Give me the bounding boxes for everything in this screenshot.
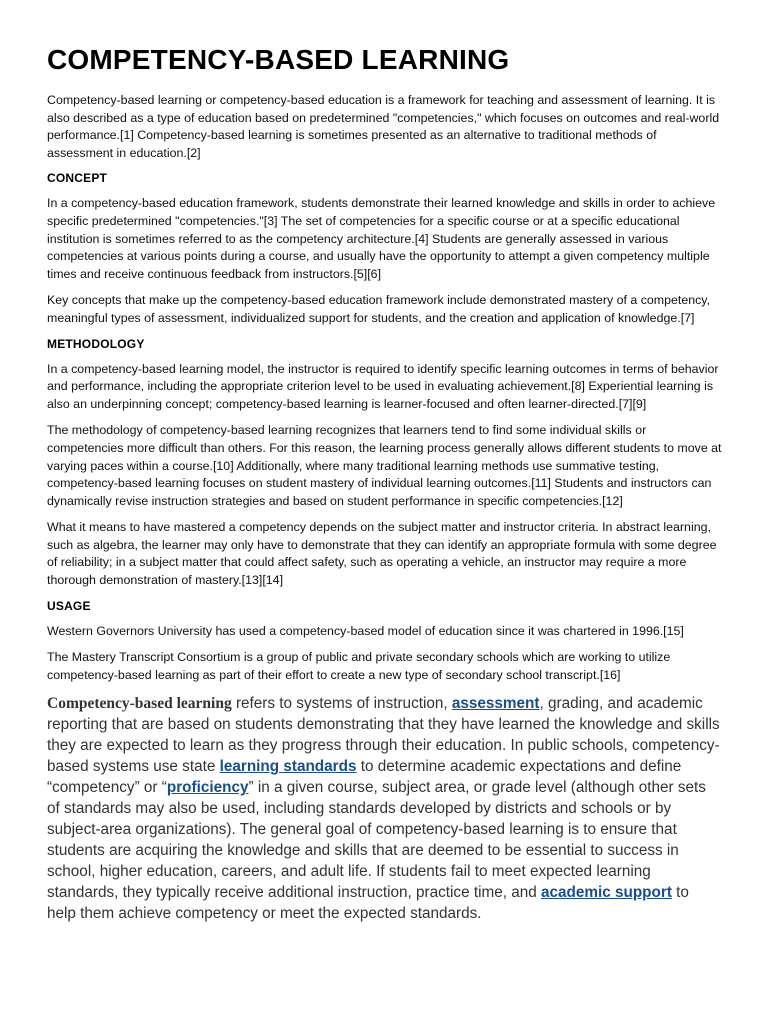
- usage-heading: USAGE: [47, 598, 91, 613]
- assessment-link[interactable]: assessment: [451, 695, 540, 713]
- academic-support-link[interactable]: academic support: [541, 884, 672, 902]
- methodology-heading: METHODOLOGY: [47, 336, 145, 351]
- learning-standards-link[interactable]: learning standards: [219, 758, 357, 776]
- excerpt-text: , grading, and academic reporting that are based on students demonstrating that they have learned the knowledge and skills they are expected to learn as they progress through their education. In public schools, competency-based systems use state: [47, 695, 720, 776]
- concept-paragraph-2: Key concepts that make up the competency-based education framework include demonstrated mastery of a competency, meaningful types of assessment, individualized support for students, and the creation and application of knowledge.[7]: [47, 293, 711, 325]
- concept-heading: CONCEPT: [47, 171, 108, 186]
- concept-paragraph-1: In a competency-based education framework, students demonstrate their learned knowledge and skills in order to achieve specific predetermined "competencies."[3] The set of competencies for a specific course or at a specific educational institution is sometimes referred to as the competency architecture.[4] Students are generally assessed in various competencies at various points during a course, and usually have the opportunity to attempt a given competency multiple times and receive continuous feedback from instructors.[5][6]: [47, 196, 716, 281]
- excerpt-text: to determine academic expectations and define “competency” or “: [47, 758, 682, 797]
- usage-paragraph-2: The Mastery Transcript Consortium is a group of public and private secondary schools which are working to utilize competency-based learning as part of their effort to create a new type of secondary school transcript.[16]: [47, 650, 671, 682]
- excerpt-text: ” in a given course, subject area, or grade level (although other sets of standards may also be used, including standards developed by districts and schools or by subject-area organizations). The general goal of competency-based learning is to ensure that students are acquiring the knowledge and skills that are deemed to be essential to success in school, higher education, careers, and adult life. If students fail to meet expected learning standards, they typically receive additional instruction, practice time, and: [47, 779, 706, 902]
- excerpt-paragraph: [47, 693, 722, 924]
- page-title: COMPETENCY-BASED LEARNING: [47, 44, 510, 75]
- methodology-paragraph-3: What it means to have mastered a competency depends on the subject matter and instructor criteria. In abstract learning, such as algebra, the learner may only have to demonstrate that they can identify an appropriate formula with some degree of reliability; in a subject matter that could affect safety, such as operating a vehicle, an instructor may require a more thorough demonstration of mastery.[13][14]: [47, 520, 717, 588]
- methodology-paragraph-2: The methodology of competency-based learning recognizes that learners tend to find some individual skills or competencies more difficult than others. For this reason, the learning process generally allows different students to move at varying paces within a course.[10] Additionally, where many traditional learning methods use summative testing, competency-based learning focuses on student mastery of individual learning outcomes.[11] Students and instructors can dynamically revise instruction strategies and based on student performance in specific competencies.[12]: [47, 423, 722, 508]
- usage-paragraph-1: Western Governors University has used a competency-based model of education since it was chartered in 1996.[15]: [47, 623, 684, 638]
- document-page: [47, 44, 722, 924]
- excerpt-text: to help them achieve competency or meet the expected standards.: [47, 884, 689, 923]
- methodology-paragraph-1: In a competency-based learning model, the instructor is required to identify specific learning outcomes in terms of behavior and performance, including the appropriate criterion level to be used in evaluating achievement.[8] Experiential learning is also an underpinning concept; competency-based learning is learner-focused and often learner-directed.[7][9]: [47, 361, 719, 411]
- excerpt-lead-term: Competency-based learning: [47, 695, 232, 713]
- proficiency-link[interactable]: proficiency: [166, 779, 249, 797]
- intro-paragraph: Competency-based learning or competency-based education is a framework for teaching and assessment of learning. It is also described as a type of education based on predetermined "competencies," which focuses on outcomes and real-world performance.[1] Competency-based learning is sometimes presented as an alternative to traditional methods of assessment in education.[2]: [47, 93, 720, 160]
- excerpt-text: refers to systems of instruction,: [231, 695, 452, 713]
